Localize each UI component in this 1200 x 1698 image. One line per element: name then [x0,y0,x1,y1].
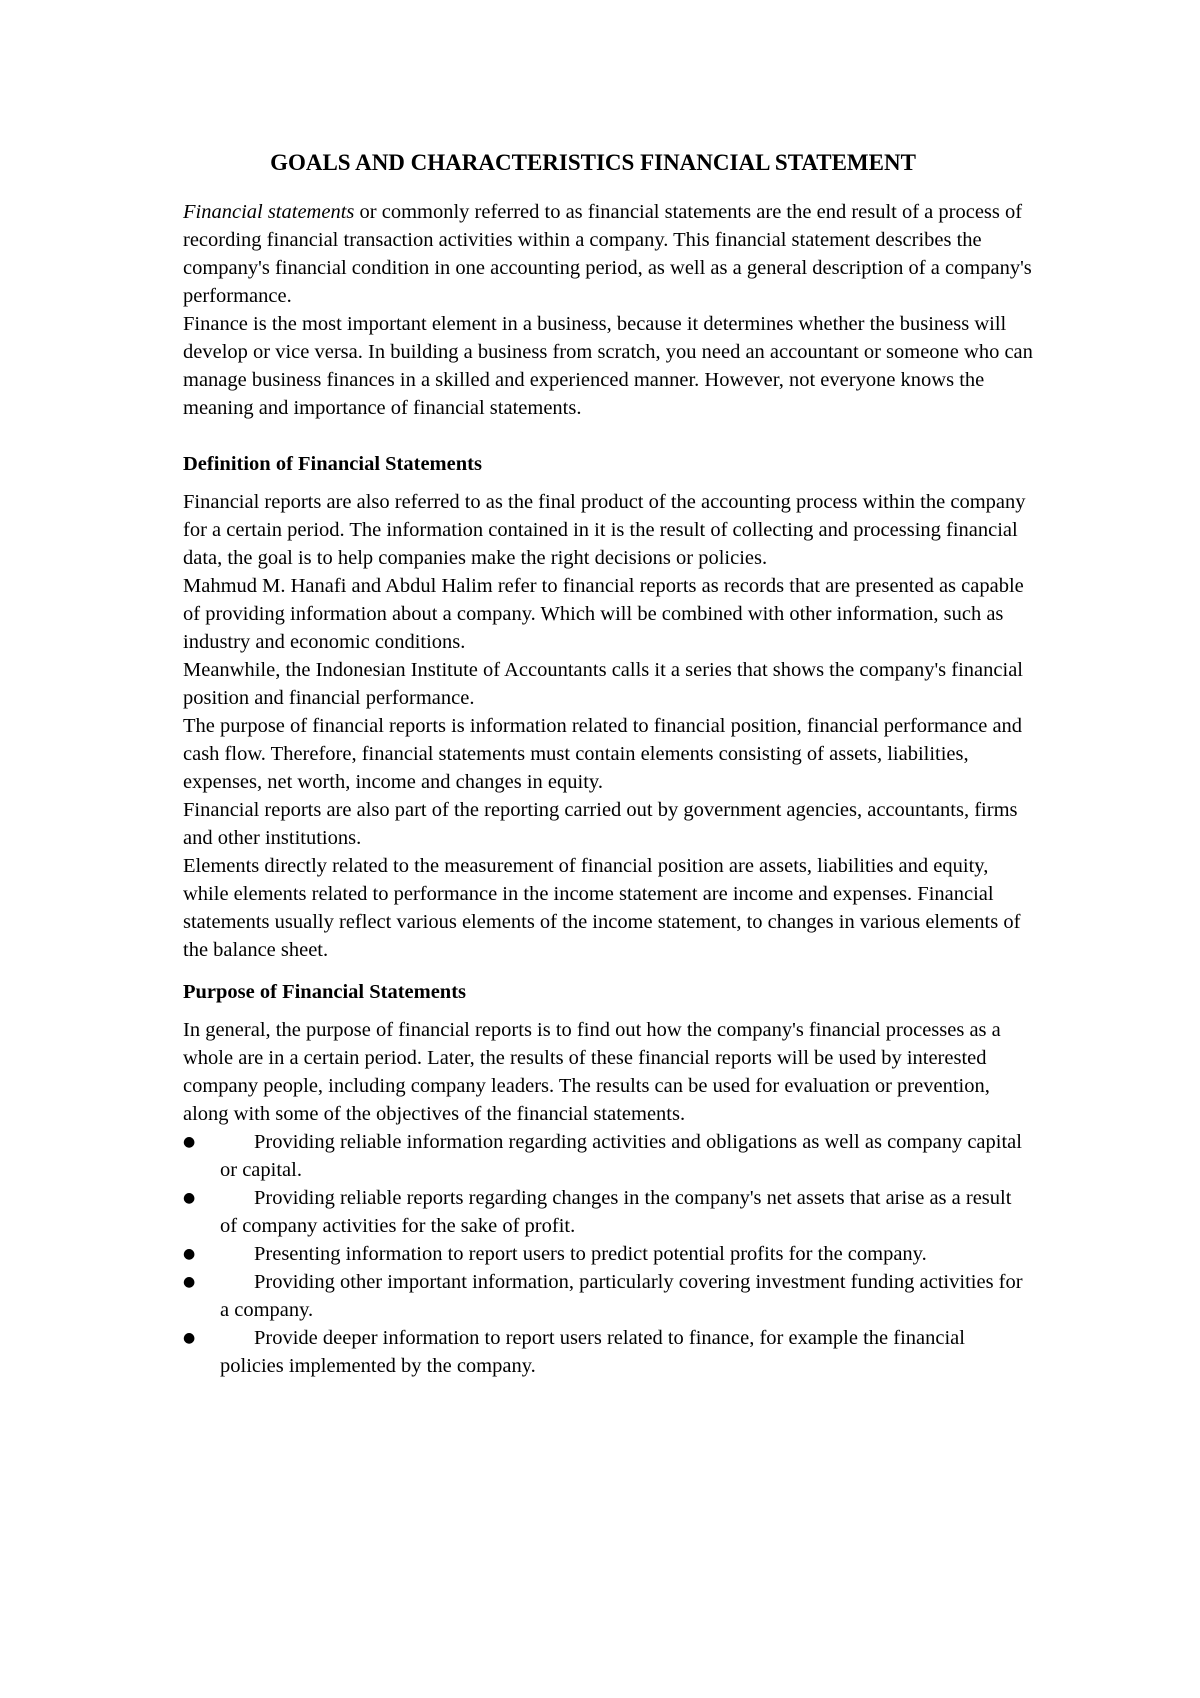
bullet-icon: ● [183,1190,196,1206]
list-item [183,1128,1033,1184]
definition-paragraph: Meanwhile, the Indonesian Institute of Accountants calls it a series that shows the company's financial position and financial performance. [183,659,1023,709]
definition-paragraph: Elements directly related to the measurement of financial position are assets, liabilities and equity, while elements related to performance in the income statement are income and expenses. Financial statements usually reflect various elements of the income statement, to changes in various elements of the balance sheet. [183,855,1021,961]
list-item [183,1268,1033,1324]
list-item-text: Providing reliable information regarding activities and obligations as well as company capital or capital. [220,1131,1022,1181]
definition-section [183,450,1033,964]
bullet-icon: ● [183,1246,196,1262]
bullet-icon: ● [183,1134,196,1150]
list-item-text: Providing reliable reports regarding changes in the company's net assets that arise as a result of company activities for the sake of profit. [220,1187,1012,1237]
intro-lead-italic: Financial statements [183,201,355,223]
definition-heading: Definition of Financial Statements [183,453,482,475]
definition-paragraph: Financial reports are also part of the reporting carried out by government agencies, accountants, firms and other institutions. [183,799,1018,849]
definition-paragraph: Financial reports are also referred to as the final product of the accounting process within the company for a certain period. The information contained in it is the result of collecting and processing financial data, the goal is to help companies make the right decisions or policies. [183,491,1026,569]
bullet-icon: ● [183,1330,196,1346]
list-item [183,1324,1033,1380]
list-item-text: Provide deeper information to report users related to finance, for example the financial policies implemented by the company. [220,1327,965,1377]
purpose-intro-paragraph: In general, the purpose of financial reports is to find out how the company's financial processes as a whole are in a certain period. Later, the results of these financial reports will be used by interested company people, including company leaders. The results can be used for evaluation or prevention, along with some of the objectives of the financial statements. [183,1019,1001,1125]
intro-paragraph-2: Finance is the most important element in a business, because it determines whether the business will develop or vice versa. In building a business from scratch, you need an accountant or someone who can manage business finances in a skilled and experienced manner. However, not everyone knows the meaning and importance of financial statements. [183,313,1033,419]
list-item [183,1240,1033,1268]
intro-section [183,198,1033,422]
list-item [183,1184,1033,1240]
intro-paragraph-1 [183,198,1033,310]
definition-paragraph: Mahmud M. Hanafi and Abdul Halim refer to financial reports as records that are presented as capable of providing information about a company. Which will be combined with other information, such as industry and economic conditions. [183,575,1024,653]
document-title: GOALS AND CHARACTERISTICS FINANCIAL STATEMENT [270,150,916,175]
list-item-text: Presenting information to report users to predict potential profits for the company. [254,1243,927,1265]
purpose-section [183,978,1033,1380]
purpose-heading: Purpose of Financial Statements [183,981,466,1003]
bullet-icon: ● [183,1274,196,1290]
objectives-list [183,1128,1033,1380]
list-item-text: Providing other important information, particularly covering investment funding activities for a company. [220,1271,1023,1321]
intro-paragraph-1-text: or commonly referred to as financial statements are the end result of a process of recording financial transaction activities within a company. This financial statement describes the company's financial condition in one accounting period, as well as a general description of a company's performance. [183,201,1032,307]
document-page [183,148,1033,1380]
definition-paragraph: The purpose of financial reports is information related to financial position, financial performance and cash flow. Therefore, financial statements must contain elements consisting of assets, liabilities, expenses, net worth, income and changes in equity. [183,715,1023,793]
